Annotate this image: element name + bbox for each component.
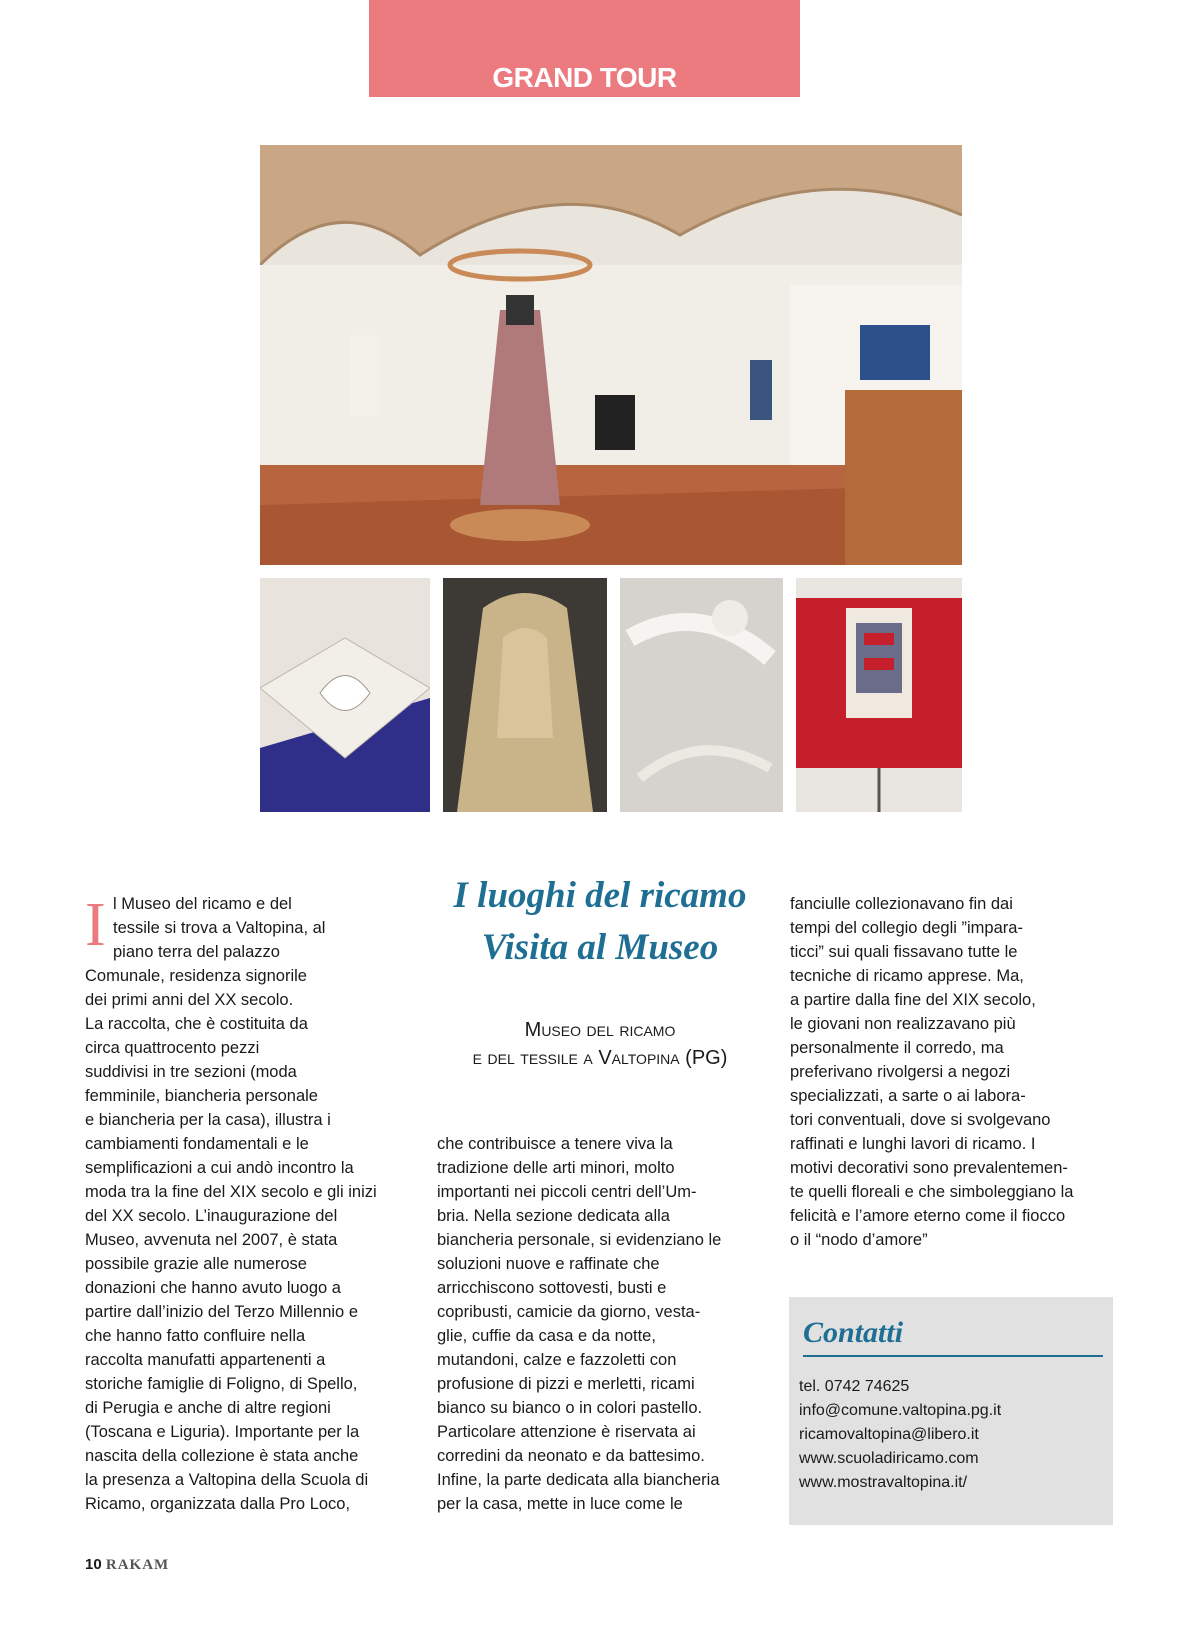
contacts-box: [789, 1297, 1113, 1525]
text-line: moda tra la fine del XIX secolo e gli inizi: [85, 1183, 377, 1201]
text-line: suddivisi in tre sezioni (moda: [85, 1063, 297, 1081]
contact-line[interactable]: www.scuoladiricamo.com: [799, 1450, 979, 1467]
text-line: tempi del collegio degli ”impara-: [790, 919, 1023, 937]
red-embroidered-textile-photo: [796, 578, 962, 812]
text-line: tradizione delle arti minori, molto: [437, 1159, 675, 1177]
text-line: arricchiscono sottovesti, busti e: [437, 1279, 667, 1297]
contact-line[interactable]: ricamovaltopina@libero.it: [799, 1426, 979, 1443]
contact-line[interactable]: info@comune.valtopina.pg.it: [799, 1402, 1002, 1419]
article-subtitle-line-2: e del tessile a Valtopina (PG): [472, 1047, 728, 1069]
text-line: motivi decorativi sono prevalentemen-: [790, 1159, 1068, 1177]
text-line: Ricamo, organizzata dalla Pro Loco,: [85, 1495, 351, 1513]
text-line: ticci” sui quali fissavano tutte le: [790, 943, 1018, 961]
text-line: del XX secolo. L’inaugurazione del: [85, 1207, 338, 1225]
text-line: per la casa, mette in luce come le: [437, 1495, 683, 1513]
text-line: cambiamenti fondamentali e le: [85, 1135, 309, 1153]
text-line: preferivano rivolgersi a negozi: [790, 1063, 1011, 1081]
text-line: femminile, biancheria personale: [85, 1087, 318, 1105]
page-number: 10: [85, 1556, 102, 1573]
text-line: semplificazioni a cui andò incontro la: [85, 1159, 354, 1177]
text-line: copribusti, camicie da giorno, vesta-: [437, 1303, 701, 1321]
section-title: GRAND TOUR: [492, 62, 677, 93]
text-line: felicità e l’amore eterno come il fiocco: [790, 1207, 1066, 1225]
text-line: tecniche di ricamo apprese. Ma,: [790, 967, 1024, 985]
article-subtitle: [430, 1016, 770, 1072]
text-line: che hanno fatto confluire nella: [85, 1327, 306, 1345]
article-title: [430, 870, 770, 974]
text-line: raccolta manufatti appartenenti a: [85, 1351, 326, 1369]
text-line: partire dall’inizio del Terzo Millennio e: [85, 1303, 358, 1321]
text-line: a partire dalla fine del XIX secolo,: [790, 991, 1036, 1009]
text-line: bria. Nella sezione dedicata alla: [437, 1207, 670, 1225]
text-line: storiche famiglie di Foligno, di Spello,: [85, 1375, 358, 1393]
section-banner: [369, 0, 800, 97]
text-line: tori conventuali, dove si svolgevano: [790, 1111, 1051, 1129]
text-line: la presenza a Valtopina della Scuola di: [85, 1471, 369, 1489]
text-line: (Toscana e Liguria). Importante per la: [85, 1423, 360, 1441]
text-line: corredini da neonato e da battesimo.: [437, 1447, 705, 1465]
text-line: le giovani non realizzavano più: [790, 1015, 1016, 1033]
embroidered-handkerchief-photo: [260, 578, 430, 812]
museum-gallery-photo: [260, 145, 962, 565]
contacts-divider: [803, 1355, 1103, 1357]
text-line: specializzati, a sarte o ai labora-: [790, 1087, 1026, 1105]
text-line: o il “nodo d’amore”: [790, 1231, 928, 1249]
text-line: Comunale, residenza signorile: [85, 967, 307, 985]
article-subtitle-line-1: Museo del ricamo: [524, 1019, 676, 1041]
contacts-list: [799, 1375, 1001, 1495]
article-column-1: [85, 892, 410, 1516]
article-column-2: [437, 1132, 762, 1516]
text-line: bianco su bianco o in colori pastello.: [437, 1399, 703, 1417]
page-folio: [85, 1555, 169, 1575]
article-title-line-1: I luoghi del ricamo: [453, 875, 747, 916]
drop-cap: I: [85, 891, 106, 959]
text-line: fanciulle collezionavano fin dai: [790, 895, 1013, 913]
text-line: La raccolta, che è costituita da: [85, 1015, 308, 1033]
text-line: e biancheria per la casa), illustra i: [85, 1111, 331, 1129]
article-column-3: [790, 892, 1115, 1252]
text-line: raffinati e lunghi lavori di ricamo. I: [790, 1135, 1036, 1153]
text-line: personalmente il corredo, ma: [790, 1039, 1004, 1057]
text-line: piano terra del palazzo: [113, 943, 280, 961]
antique-lace-blouse-photo: [443, 578, 607, 812]
text-line: che contribuisce a tenere viva la: [437, 1135, 673, 1153]
text-line: circa quattrocento pezzi: [85, 1039, 260, 1057]
text-line: dei primi anni del XX secolo.: [85, 991, 294, 1009]
article-title-line-2: Visita al Museo: [481, 927, 719, 968]
text-line: Particolare attenzione è riservata ai: [437, 1423, 696, 1441]
text-line: Museo, avvenuta nel 2007, è stata: [85, 1231, 338, 1249]
text-line: tessile si trova a Valtopina, al: [113, 919, 326, 937]
text-line: profusione di pizzi e merletti, ricami: [437, 1375, 695, 1393]
contacts-title: Contatti: [803, 1316, 904, 1349]
text-line: l Museo del ricamo e del: [113, 895, 292, 913]
text-line: te quelli floreali e che simboleggiano la: [790, 1183, 1074, 1201]
text-line: donazioni che hanno avuto luogo a: [85, 1279, 341, 1297]
text-line: biancheria personale, si evidenziano le: [437, 1231, 722, 1249]
contact-phone: tel. 0742 74625: [799, 1378, 910, 1395]
text-line: glie, cuffie da casa e da notte,: [437, 1327, 656, 1345]
text-line: Infine, la parte dedicata alla biancheria: [437, 1471, 720, 1489]
text-line: mutandoni, calze e fazzoletti con: [437, 1351, 677, 1369]
text-line: di Perugia e anche di altre regioni: [85, 1399, 331, 1417]
text-line: possibile grazie alle numerose: [85, 1255, 307, 1273]
text-line: importanti nei piccoli centri dell’Um-: [437, 1183, 697, 1201]
text-line: soluzioni nuove e raffinate che: [437, 1255, 660, 1273]
magazine-name: RAKAM: [105, 1557, 170, 1573]
text-line: nascita della collezione è stata anche: [85, 1447, 359, 1465]
contact-line[interactable]: www.mostravaltopina.it/: [799, 1474, 968, 1491]
white-embroidery-photo: [620, 578, 783, 812]
